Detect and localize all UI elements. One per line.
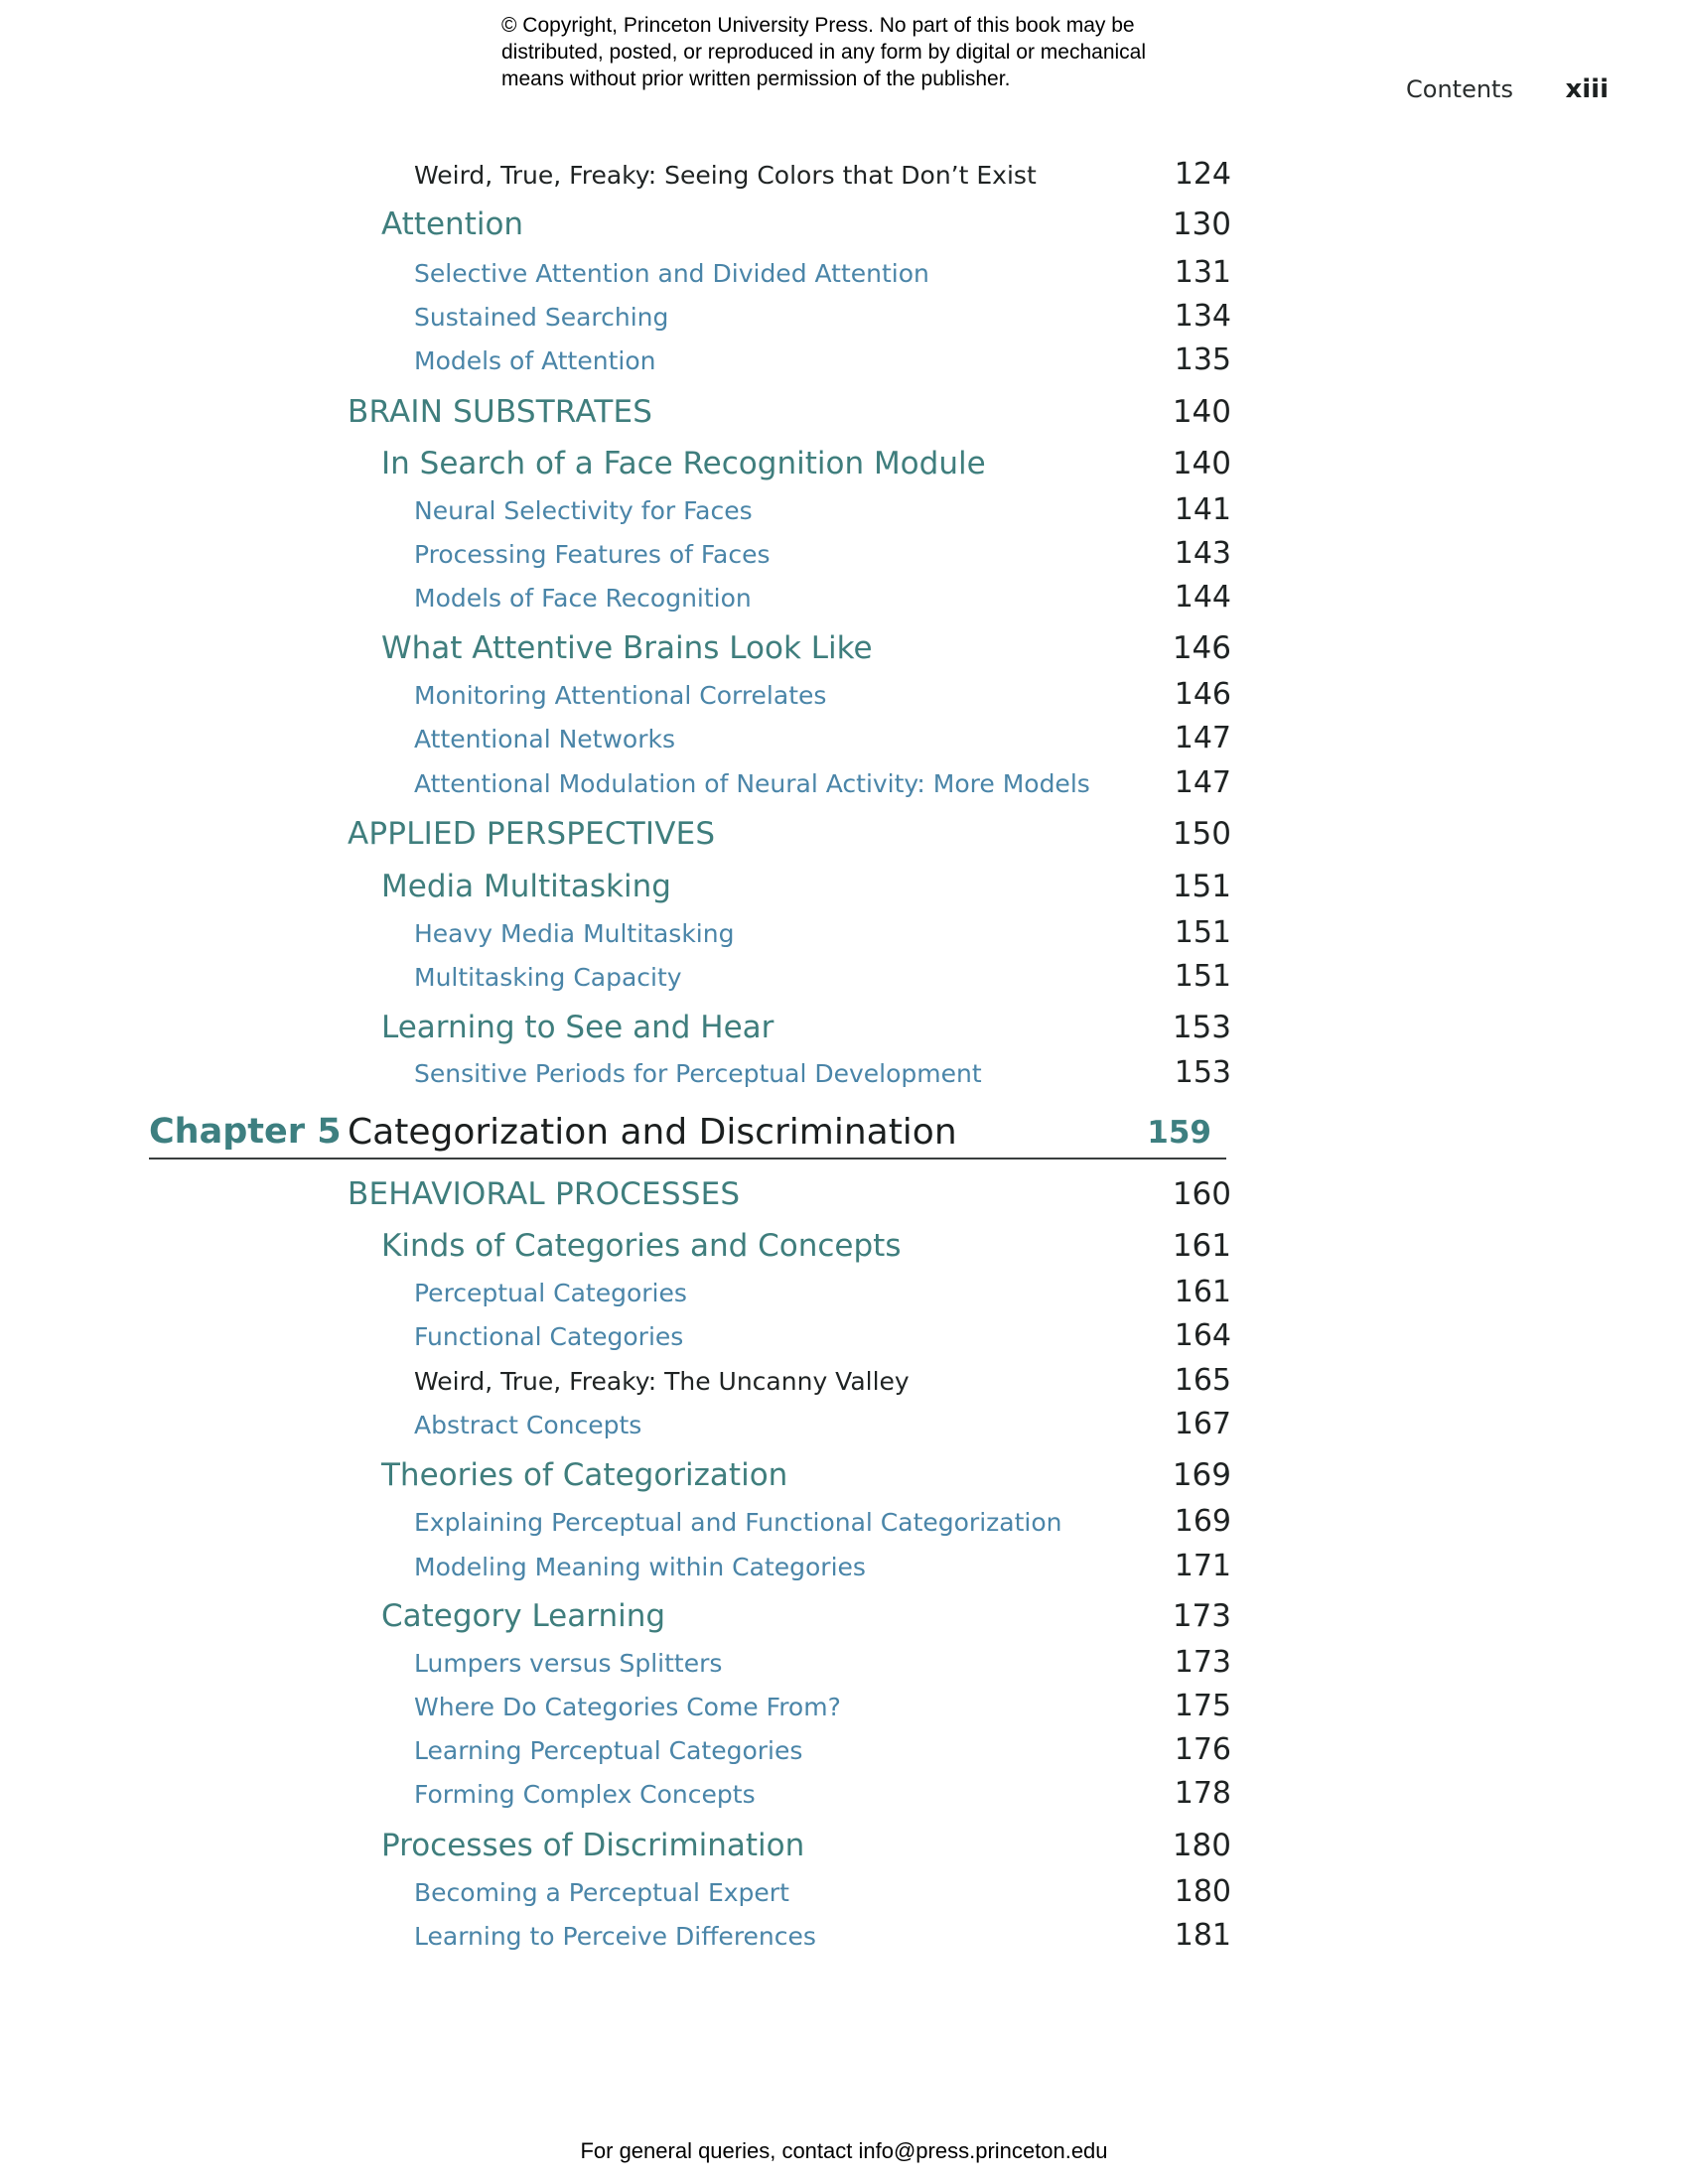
toc-entry[interactable] (0, 719, 1231, 762)
toc-entry-title: Explaining Perceptual and Functional Categorization (414, 1508, 1062, 1537)
toc-entry-page: 160 (1172, 1176, 1231, 1212)
chapter-page: 159 (1147, 1115, 1211, 1151)
toc-entry-page: 175 (1174, 1689, 1231, 1723)
toc-entry-page: 124 (1174, 157, 1231, 192)
footer-contact: For general queries, contact info@press.princeton.edu (580, 2138, 1108, 2163)
toc-entry-title: Models of Face Recognition (414, 584, 752, 613)
toc-entry-page: 151 (1172, 869, 1231, 904)
toc-entry[interactable] (0, 205, 1231, 249)
toc-entry[interactable] (0, 1361, 1231, 1405)
toc-entry[interactable] (0, 393, 1231, 437)
toc-entry[interactable] (0, 1316, 1231, 1360)
toc-entry[interactable] (0, 1273, 1231, 1316)
toc-entry[interactable] (0, 629, 1231, 673)
toc-entry[interactable] (0, 1872, 1231, 1916)
toc-entry-title: Sustained Searching (414, 303, 669, 332)
toc-entry[interactable] (0, 1916, 1231, 1960)
toc-entry-title: Models of Attention (414, 346, 656, 375)
toc-entry[interactable] (0, 1456, 1231, 1500)
toc-entry[interactable] (0, 155, 1231, 199)
toc-entry-title: BEHAVIORAL PROCESSES (348, 1176, 741, 1212)
toc-entry[interactable] (0, 1597, 1231, 1641)
toc-entry-title: Attentional Modulation of Neural Activity: More Models (414, 769, 1090, 798)
toc-entry-title: Kinds of Categories and Concepts (381, 1228, 902, 1264)
toc-entry[interactable] (0, 957, 1231, 1001)
toc-entry-title: In Search of a Face Recognition Module (381, 446, 986, 481)
copyright-line: distributed, posted, or reproduced in any form by digital or mechanical (501, 41, 1147, 64)
toc-entry-page: 150 (1172, 816, 1231, 852)
toc-entry-page: 141 (1174, 492, 1231, 527)
toc-entry-title: Neural Selectivity for Faces (414, 496, 753, 525)
toc-entry-title: Processing Features of Faces (414, 540, 771, 569)
toc-entry-page: 173 (1172, 1598, 1231, 1634)
toc-entry-page: 147 (1174, 765, 1231, 800)
toc-entry[interactable] (0, 913, 1231, 957)
toc-entry-page: 135 (1174, 342, 1231, 377)
toc-entry[interactable] (0, 1827, 1231, 1870)
toc-entry-title: Attentional Networks (414, 725, 676, 753)
toc-entry-title: Becoming a Perceptual Expert (414, 1878, 789, 1907)
toc-entry-page: 161 (1174, 1275, 1231, 1309)
toc-entry-page: 176 (1174, 1732, 1231, 1767)
toc-entry-title: Category Learning (381, 1598, 666, 1634)
toc-entry-title: Where Do Categories Come From? (414, 1693, 841, 1721)
toc-entry-page: 169 (1172, 1457, 1231, 1493)
toc-entry-page: 164 (1174, 1318, 1231, 1353)
toc-entry-page: 161 (1172, 1228, 1231, 1264)
toc-entry-page: 146 (1174, 677, 1231, 712)
toc-entry-page: 181 (1174, 1918, 1231, 1953)
toc-entry[interactable] (0, 1053, 1231, 1097)
toc-entry[interactable] (0, 1774, 1231, 1818)
toc-entry-page: 167 (1174, 1407, 1231, 1441)
toc-entry-title: BRAIN SUBSTRATES (348, 394, 653, 430)
toc-entry[interactable] (0, 1175, 1231, 1219)
toc-entry-page: 146 (1172, 630, 1231, 666)
toc-entry-title: Functional Categories (414, 1322, 684, 1351)
toc-entry[interactable] (0, 1227, 1231, 1271)
toc-entry[interactable] (0, 578, 1231, 621)
toc-entry-title: Abstract Concepts (414, 1411, 642, 1439)
toc-entry-page: 143 (1174, 536, 1231, 571)
chapter-title: Categorization and Discrimination (348, 1112, 957, 1153)
toc-entry-title: Media Multitasking (381, 869, 671, 904)
toc-entry-title: Modeling Meaning within Categories (414, 1553, 866, 1581)
toc-entry[interactable] (0, 763, 1231, 807)
toc-entry-title: Forming Complex Concepts (414, 1780, 756, 1809)
toc-entry-title: Attention (381, 206, 524, 242)
toc-entry-page: 144 (1174, 580, 1231, 614)
running-head (1370, 75, 1609, 107)
toc-entry[interactable] (0, 490, 1231, 534)
toc-entry-page: 165 (1174, 1363, 1231, 1398)
toc-entry-page: 180 (1172, 1828, 1231, 1863)
toc-entry[interactable] (0, 1730, 1231, 1774)
toc-entry-page: 151 (1174, 959, 1231, 994)
toc-entry-page: 153 (1174, 1055, 1231, 1090)
toc-entry-title: Theories of Categorization (381, 1457, 788, 1493)
toc-entry-title: What Attentive Brains Look Like (381, 630, 873, 666)
toc-entry-page: 151 (1174, 915, 1231, 950)
toc-entry[interactable] (0, 534, 1231, 578)
toc-entry-title: Learning to Perceive Differences (414, 1922, 816, 1951)
toc-entry[interactable] (0, 445, 1231, 488)
toc-entry-page: 180 (1174, 1874, 1231, 1909)
toc-entry-page: 130 (1172, 206, 1231, 242)
copyright-notice (501, 12, 1256, 92)
copyright-line: © Copyright, Princeton University Press. No part of this book may be (501, 14, 1135, 37)
toc-entry-title: APPLIED PERSPECTIVES (348, 816, 716, 852)
toc-entry-title: Weird, True, Freaky: The Uncanny Valley (414, 1367, 910, 1396)
toc-entry[interactable] (0, 1687, 1231, 1730)
toc-entry-page: 134 (1174, 299, 1231, 334)
page-folio: xiii (1565, 74, 1609, 104)
toc-entry[interactable] (0, 1405, 1231, 1448)
toc-entry-page: 147 (1174, 721, 1231, 755)
running-head-label: Contents (1406, 75, 1513, 103)
toc-entry[interactable] (0, 815, 1231, 859)
toc-entry[interactable] (0, 868, 1231, 911)
toc-entry-title: Heavy Media Multitasking (414, 919, 735, 948)
toc-entry[interactable] (0, 1547, 1231, 1590)
toc-entry-page: 169 (1174, 1504, 1231, 1539)
chapter-label: Chapter 5 (149, 1112, 342, 1152)
toc-entry[interactable] (0, 253, 1231, 297)
toc-entry-title: Perceptual Categories (414, 1279, 687, 1307)
toc-entry[interactable] (0, 1643, 1231, 1687)
toc-entry-title: Monitoring Attentional Correlates (414, 681, 827, 710)
toc-entry[interactable] (0, 675, 1231, 719)
toc-entry-page: 178 (1174, 1776, 1231, 1811)
toc-entry-title: Sensitive Periods for Perceptual Development (414, 1059, 982, 1088)
toc-entry-title: Selective Attention and Divided Attention (414, 259, 929, 288)
toc-entry[interactable] (0, 1502, 1231, 1546)
toc-entry-page: 171 (1174, 1549, 1231, 1583)
toc-entry-page: 173 (1174, 1645, 1231, 1680)
toc-entry[interactable] (0, 297, 1231, 341)
chapter-heading[interactable] (149, 1106, 1226, 1160)
toc-entry-page: 153 (1172, 1010, 1231, 1045)
toc-entry-page: 140 (1172, 446, 1231, 481)
toc-entry-title: Weird, True, Freaky: Seeing Colors that Don’t Exist (414, 161, 1037, 190)
toc-entry-title: Multitasking Capacity (414, 963, 682, 992)
toc-entry[interactable] (0, 1009, 1231, 1052)
toc-entry-title: Learning to See and Hear (381, 1010, 774, 1045)
toc-entry-title: Lumpers versus Splitters (414, 1649, 723, 1678)
copyright-line: means without prior written permission of the publisher. (501, 68, 1011, 90)
toc-entry-page: 131 (1174, 255, 1231, 290)
toc-entry[interactable] (0, 341, 1231, 384)
toc-entry-page: 140 (1172, 394, 1231, 430)
toc-entry-title: Processes of Discrimination (381, 1828, 805, 1863)
toc-entry-title: Learning Perceptual Categories (414, 1736, 803, 1765)
